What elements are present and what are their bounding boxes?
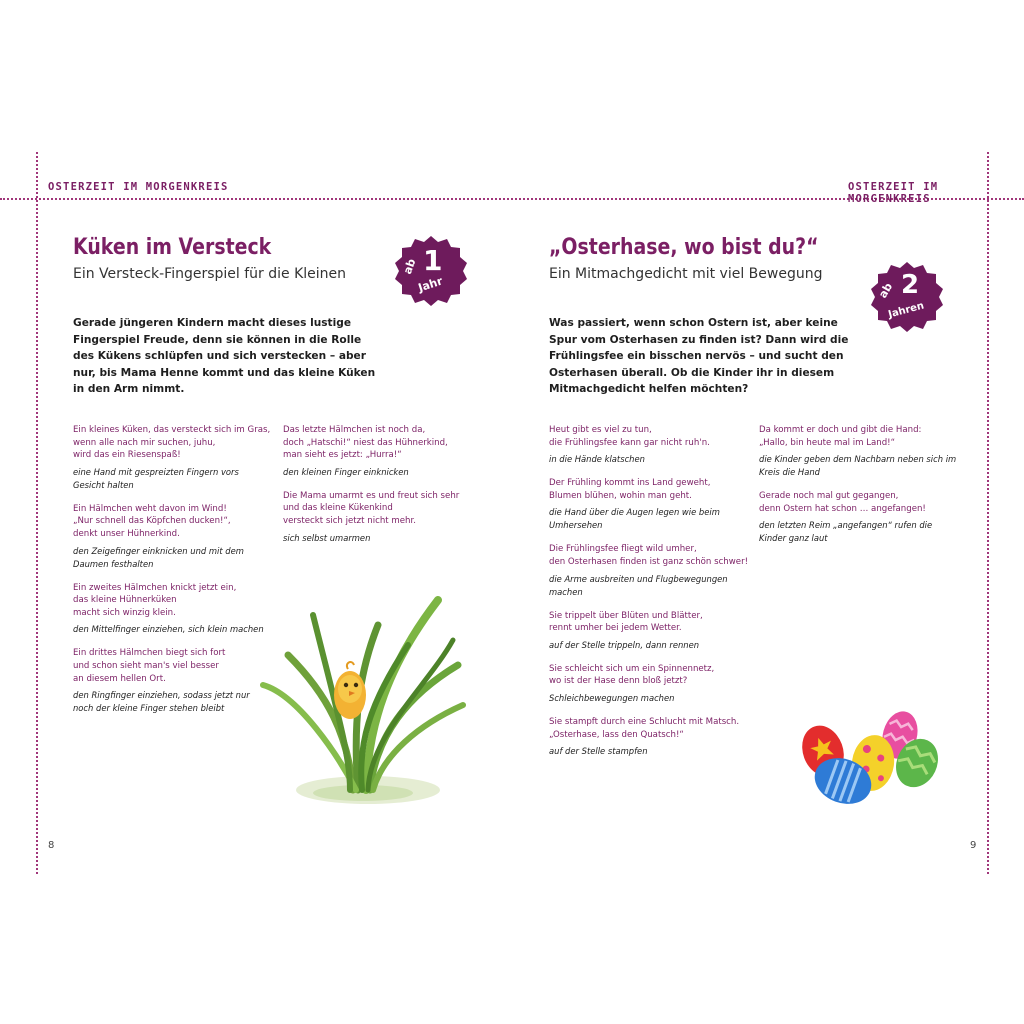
instruction-text: den Ringfinger einziehen, sodass jetzt nur noch der kleine Finger stehen bleibt bbox=[73, 690, 250, 714]
stanza bbox=[73, 424, 271, 492]
verse-text: Die Mama umarmt es und freut sich sehr und das kleine Kükenkind versteckt sich jetzt nicht mehr. bbox=[283, 490, 460, 526]
left-margin-dotted-line bbox=[36, 152, 38, 874]
verse-text: Da kommt er doch und gibt die Hand: „Hallo, bin heute mal im Land!“ bbox=[759, 425, 922, 448]
stanza bbox=[73, 582, 271, 637]
instruction-text: die Kinder geben dem Nachbarn neben sich im Kreis die Hand bbox=[759, 454, 957, 478]
verse-text: Sie stampft durch eine Schlucht mit Matsch. „Osterhase, lass den Quatsch!“ bbox=[549, 716, 740, 740]
instruction-text: Schleichbewegungen machen bbox=[549, 692, 675, 703]
stanza bbox=[549, 663, 754, 705]
verse-text: Ein Hälmchen weht davon im Wind! „Nur schnell das Köpfchen ducken!“, denkt unser Hühnerkind. bbox=[73, 503, 231, 539]
right-intro: Was passiert, wenn schon Ostern ist, aber keine Spur vom Osterhasen zu finden ist? Dann wird die Frühlingsfee ein bisschen nervös – und sucht den Osterhasen überall. Ob die Kinder ihr in diesem Mitmachgedicht helfen möchten? bbox=[549, 317, 849, 395]
badge-unit: Jahr bbox=[416, 274, 445, 295]
instruction-text: sich selbst umarmen bbox=[283, 532, 371, 543]
instruction-text: auf der Stelle stampfen bbox=[549, 746, 648, 757]
stanza bbox=[283, 424, 483, 479]
right-title: „Osterhase, wo bist du?“ bbox=[549, 235, 819, 260]
stanza bbox=[549, 610, 754, 652]
right-margin-dotted-line bbox=[987, 152, 989, 874]
stanza bbox=[73, 647, 271, 715]
badge-prefix: ab bbox=[400, 257, 419, 276]
left-intro: Gerade jüngeren Kindern macht dieses lustige Fingerspiel Freude, denn sie können in die Rolle des Kükens schlüpfen und sich verstecken – aber nur, bis Mama Henne kommt und das kleine Küken in den Arm nimmt. bbox=[73, 317, 376, 395]
left-page-number: 8 bbox=[48, 840, 55, 851]
age-badge-1 bbox=[394, 234, 468, 308]
verse-text: Ein zweites Hälmchen knickt jetzt ein, das kleine Hühnerküken macht sich winzig klein. bbox=[73, 582, 237, 618]
instruction-text: in die Hände klatschen bbox=[549, 454, 645, 465]
instruction-text: den Zeigefinger einknicken und mit dem Daumen festhalten bbox=[73, 545, 244, 569]
stanza bbox=[549, 716, 754, 758]
instruction-text: den kleinen Finger einknicken bbox=[283, 466, 409, 477]
stanza bbox=[549, 477, 754, 532]
right-running-header: OSTERZEIT IM MORGENKREIS bbox=[848, 181, 939, 205]
verse-text: Der Frühling kommt ins Land geweht, Blumen blühen, wohin man geht. bbox=[549, 478, 711, 501]
stanza bbox=[73, 503, 271, 571]
left-subtitle: Ein Versteck-Fingerspiel für die Kleinen bbox=[73, 266, 347, 282]
verse-text: Ein kleines Küken, das versteckt sich im Gras, wenn alle nach mir suchen, juhu, wird das ein Riesenspaß! bbox=[73, 425, 271, 461]
instruction-text: die Hand über die Augen legen wie beim Umhersehen bbox=[549, 507, 720, 531]
verse-text: Sie schleicht sich um ein Spinnennetz, wo ist der Hase denn bloß jetzt? bbox=[549, 663, 715, 687]
left-column-1 bbox=[73, 424, 271, 726]
badge-unit: Jahren bbox=[887, 300, 926, 321]
right-page-number: 9 bbox=[970, 840, 977, 851]
instruction-text: die Arme ausbreiten und Flugbewegungen machen bbox=[549, 573, 728, 597]
instruction-text: den Mittelfinger einziehen, sich klein machen bbox=[73, 624, 264, 635]
right-subtitle: Ein Mitmachgedicht mit viel Bewegung bbox=[549, 266, 823, 282]
instruction-text: den letzten Reim „angefangen“ rufen die Kinder ganz laut bbox=[759, 520, 933, 544]
instruction-text: auf der Stelle trippeln, dann rennen bbox=[549, 639, 700, 650]
verse-text: Die Frühlingsfee fliegt wild umher, den Osterhasen finden ist ganz schön schwer! bbox=[549, 544, 749, 567]
left-running-header: OSTERZEIT IM MORGENKREIS bbox=[48, 181, 229, 193]
badge-number: 1 bbox=[423, 244, 443, 277]
verse-text: Ein drittes Hälmchen biegt sich fort und schon sieht man's viel besser an diesem hellen Ort. bbox=[73, 648, 226, 684]
instruction-text: eine Hand mit gespreizten Fingern vors Gesicht halten bbox=[73, 466, 239, 490]
verse-text: Heut gibt es viel zu tun, die Frühlingsfee kann gar nicht ruh'n. bbox=[549, 425, 710, 448]
stanza bbox=[549, 543, 754, 598]
right-column-1 bbox=[549, 424, 754, 769]
verse-text: Das letzte Hälmchen ist noch da, doch „Hatschi!“ niest das Hühnerkind, man sieht es jetzt: „Hurra!“ bbox=[283, 425, 448, 461]
stanza bbox=[283, 490, 483, 545]
left-column-2 bbox=[283, 424, 483, 556]
stanza bbox=[759, 424, 959, 479]
badge-number: 2 bbox=[901, 270, 920, 300]
left-title: Küken im Versteck bbox=[73, 235, 272, 260]
age-badge-2 bbox=[870, 260, 944, 334]
verse-text: Sie trippelt über Blüten und Blätter, rennt umher bei jedem Wetter. bbox=[549, 610, 703, 634]
badge-prefix: ab bbox=[876, 280, 896, 301]
easter-eggs-illustration bbox=[795, 705, 945, 810]
stanza bbox=[759, 490, 959, 545]
stanza bbox=[549, 424, 754, 466]
verse-text: Gerade noch mal gut gegangen, denn Ostern hat schon … angefangen! bbox=[759, 491, 926, 514]
chick-in-grass-illustration bbox=[258, 585, 468, 810]
right-column-2 bbox=[759, 424, 959, 556]
